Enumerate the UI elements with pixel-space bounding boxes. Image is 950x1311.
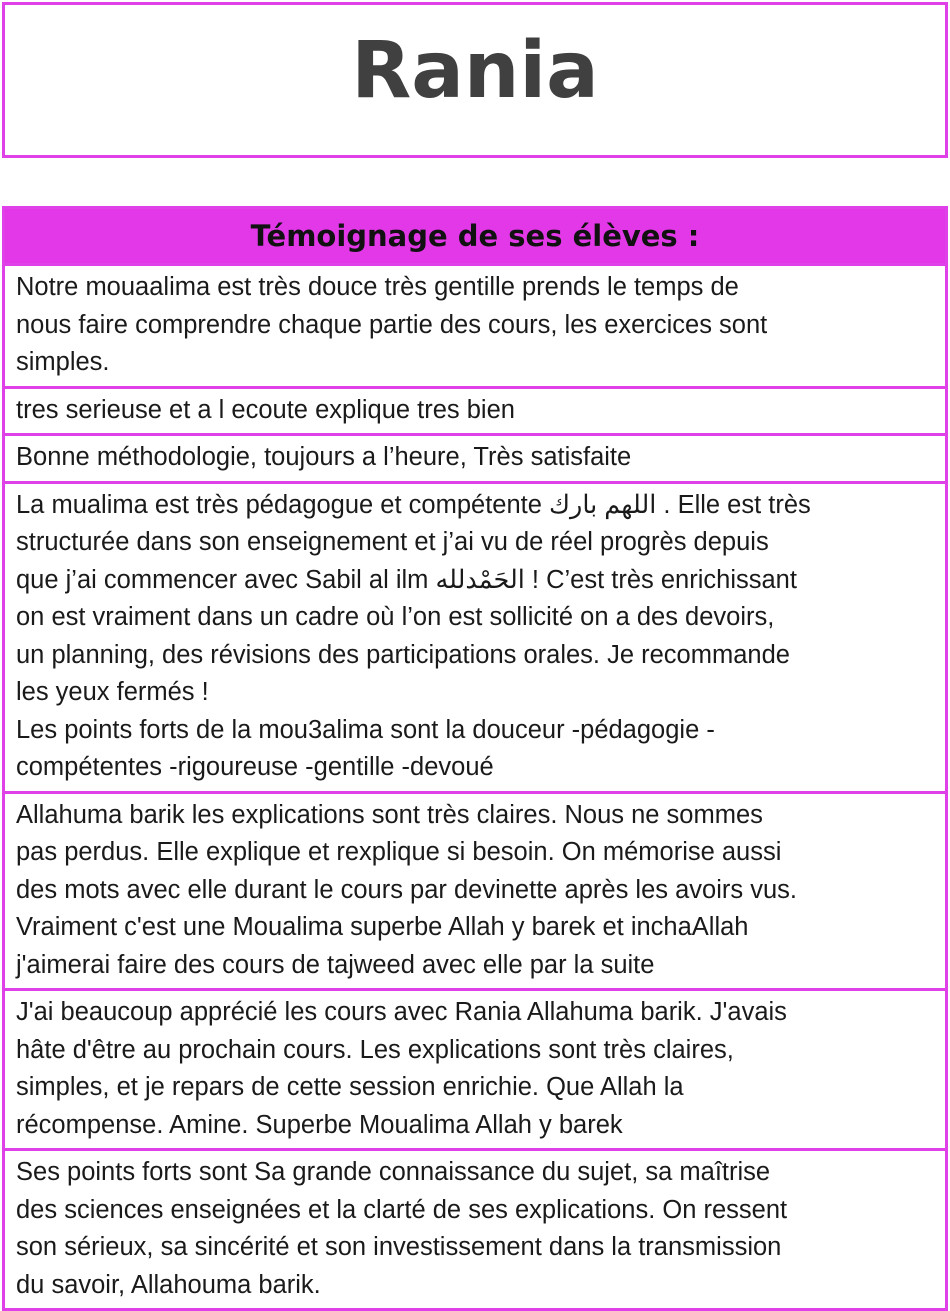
testimonial-row: Bonne méthodologie, toujours a l’heure, Très satisfaite (5, 436, 945, 484)
testimonial-row: tres serieuse et a l ecoute explique tres bien (5, 389, 945, 437)
testimonial-row: La mualima est très pédagogue et compétente اللهم بارك . Elle est très structurée dans son enseignement et j’ai vu de réel progrès depuis que j’ai commencer avec Sabil al ilm الحَمْدلله ! C’est très enrichissant on est vraiment dans un cadre où l’on est sollicité on a des devoirs, un planning, des révisions des participations orales. Je recommande les yeux fermés ! Les points forts de la mou3alima sont la douceur -pédagogie - compétentes -rigoureuse -gentille -devoué (5, 484, 945, 794)
testimonial-row: Allahuma barik les explications sont très claires. Nous ne sommes pas perdus. Elle explique et rexplique si besoin. On mémorise aussi des mots avec elle durant le cours par devinette après les avoirs vus. Vraiment c'est une Moualima superbe Allah y barek et inchaAllah j'aimerai faire des cours de tajweed avec elle par la suite (5, 794, 945, 992)
title-box (2, 2, 948, 158)
testimonials-table (2, 206, 948, 1311)
teacher-name-title: Rania (351, 26, 599, 116)
testimonials-header (5, 206, 945, 266)
testimonial-row: Ses points forts sont Sa grande connaissance du sujet, sa maîtrise des sciences enseignées et la clarté de ses explications. On ressent son sérieux, sa sincérité et son investissement dans la transmission du savoir, Allahouma barik. (16, 1158, 788, 1299)
testimonial-row: J'ai beaucoup apprécié les cours avec Rania Allahuma barik. J'avais hâte d'être au prochain cours. Les explications sont très claires, simples, et je repars de cette session enrichie. Que Allah la récompense. Amine. Superbe Moualima Allah y barek (5, 991, 945, 1151)
testimonials-header-label: Témoignage de ses élèves : (250, 219, 700, 253)
testimonial-row: Notre mouaalima est très douce très gentille prends le temps de nous faire comprendre chaque partie des cours, les exercices sont simples. (5, 266, 945, 389)
